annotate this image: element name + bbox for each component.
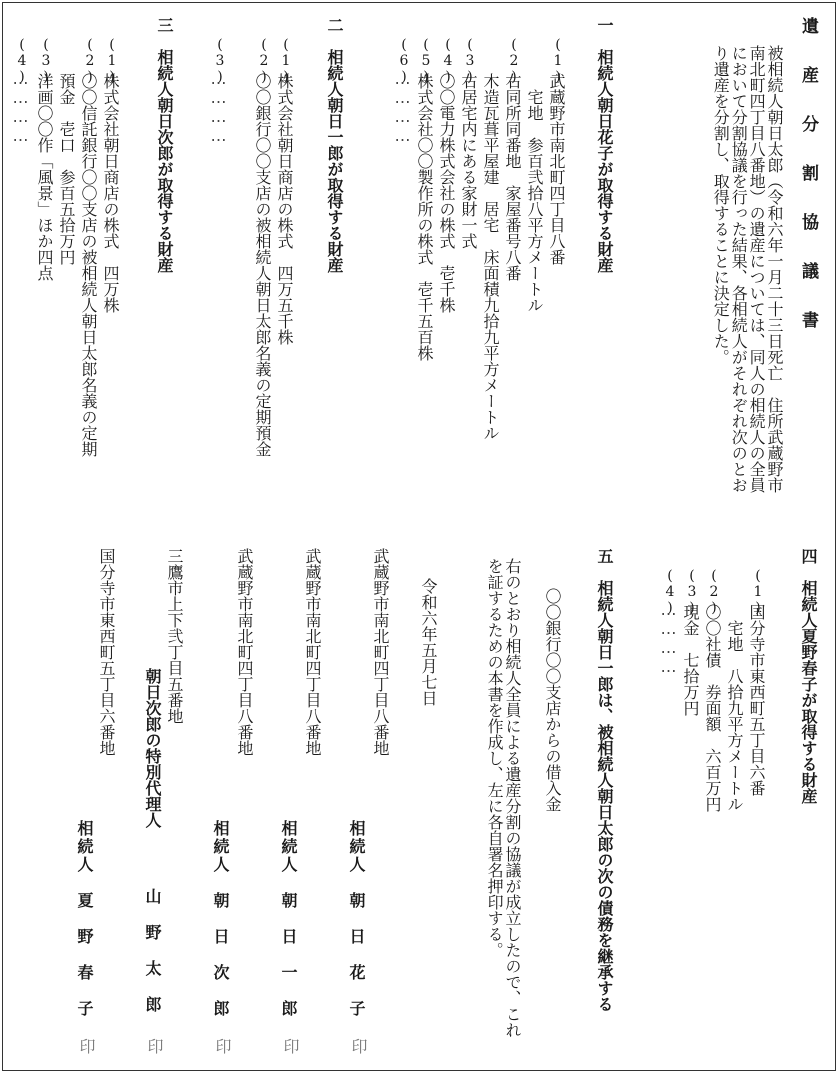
section-1-line: 木造瓦葺平屋建 居宅 床面積九拾九平方メートル [481,73,500,441]
section-1-line: 右同所同番地 家屋番号八番 [503,73,522,281]
document-page [2,2,836,1071]
section-1-line: 〇〇電力株式会社の株式 壱千株 [437,73,456,313]
section-5-line: 〇〇銀行〇〇支店からの借入金 [543,588,562,812]
seal-mark: 印 [213,1038,232,1054]
seal-mark: 印 [281,1038,300,1054]
seal-mark: 印 [77,1038,96,1054]
section-4-line: 〇〇社債 券面額 六百万円 [703,604,722,812]
item-number: (6) [396,37,412,85]
dotted-leader: ⋯⋯⋯⋯ [393,73,412,149]
section-2-heading: 二 相続人朝日一郎が取得する財産 [325,17,344,273]
document-title: 遺 産 分 割 協 議 書 [798,17,818,334]
section-3-line: 株式会社朝日商店の株式 四万株 [101,73,120,313]
closing-text: 右のとおり相続人全員による遺産分割の協議が成立したので、これを証するための本書を作成し、左に各自署名押印する。 [485,558,522,1038]
item-number: (1) [750,568,766,616]
item-number: (1) [278,37,294,85]
item-number: (3) [684,568,700,616]
item-number: (2) [706,568,722,616]
section-4-line: 国分寺市東西町五丁目六番 [747,604,766,796]
item-number: (4) [662,568,678,616]
section-3-line: 〇〇信託銀行〇〇支店の被相続人朝日太郎名義の定期 [79,73,98,457]
item-number: (5) [418,37,434,85]
section-1-line: 株式会社〇〇製作所の株式 壱千五百株 [415,73,434,361]
item-number: (4) [14,37,30,85]
dotted-leader: ⋯⋯⋯⋯ [209,73,228,149]
signatory-address: 国分寺市東西町五丁目六番地 [97,548,116,756]
item-number: (3) [212,37,228,85]
signatory-name: 相続人 朝 日 次 郎 [211,820,230,1018]
section-1-heading: 一 相続人朝日花子が取得する財産 [595,17,614,273]
item-number: (2) [256,37,272,85]
item-number: (2) [82,37,98,85]
item-number: (3) [38,37,54,85]
item-number: (3) [462,37,478,85]
signatory-address: 武蔵野市南北町四丁目八番地 [371,548,390,756]
signatory-name: 相続人 朝 日 花 子 [347,820,366,1018]
bottom-half [3,528,835,1072]
section-1-line: 宅地 参百弐拾八平方メートル [525,73,544,313]
signatory-name: 山 野 太 郎 [143,888,162,1014]
section-4-line: 宅地 八拾九平方メートル [725,604,744,812]
signatory-address: 武蔵野市南北町四丁目八番地 [235,548,254,756]
signatory-name: 相続人 朝 日 一 郎 [279,820,298,1018]
agreement-date: 令和六年五月七日 [419,578,438,706]
section-4-heading: 四 相続人夏野春子が取得する財産 [799,548,818,804]
preamble-text: 被相続人朝日太郎（令和六年一月二十三日死亡 住所武蔵野市南北町四丁目八番地）の遺産については、同人の相続人の全員において分割協議を行った結果、各相続人がそれぞれ次のとおり遺産を分割し、取得することに決定した。 [711,45,784,493]
section-1-line: 武蔵野市南北町四丁目八番 [547,73,566,265]
seal-mark: 印 [145,1038,164,1054]
section-2-line: 株式会社朝日商店の株式 四万五千株 [275,73,294,345]
top-half [3,3,835,528]
signatory-address: 武蔵野市南北町四丁目八番地 [303,548,322,756]
special-representative-label: 朝日次郎の特別代理人 [143,668,162,828]
section-2-line: 〇〇銀行〇〇支店の被相続人朝日太郎名義の定期預金 [253,73,272,457]
item-number: (1) [104,37,120,85]
dotted-leader: ⋯⋯⋯⋯ [11,73,30,149]
section-5-heading: 五 相続人朝日一郎は、被相続人朝日太郎の次の債務を継承する [595,548,614,1012]
section-3-heading: 三 相続人朝日次郎が取得する財産 [155,17,174,273]
signatory-name: 相続人 夏 野 春 子 [75,820,94,1018]
section-4-line: 現金 七拾万円 [681,604,700,716]
item-number: (2) [506,37,522,85]
signatory-address: 三鷹市上下弐丁目五番地 [165,548,184,724]
dotted-leader: ⋯⋯⋯⋯ [659,604,678,680]
section-1-line: 右居宅内にある家財一式 [459,73,478,249]
seal-mark: 印 [349,1038,368,1054]
item-number: (4) [440,37,456,85]
item-number: (1) [550,37,566,85]
section-3-line: 洋画〇〇作「風景」ほか四点 [35,73,54,281]
section-3-line: 預金 壱口 参百五拾万円 [57,73,76,265]
